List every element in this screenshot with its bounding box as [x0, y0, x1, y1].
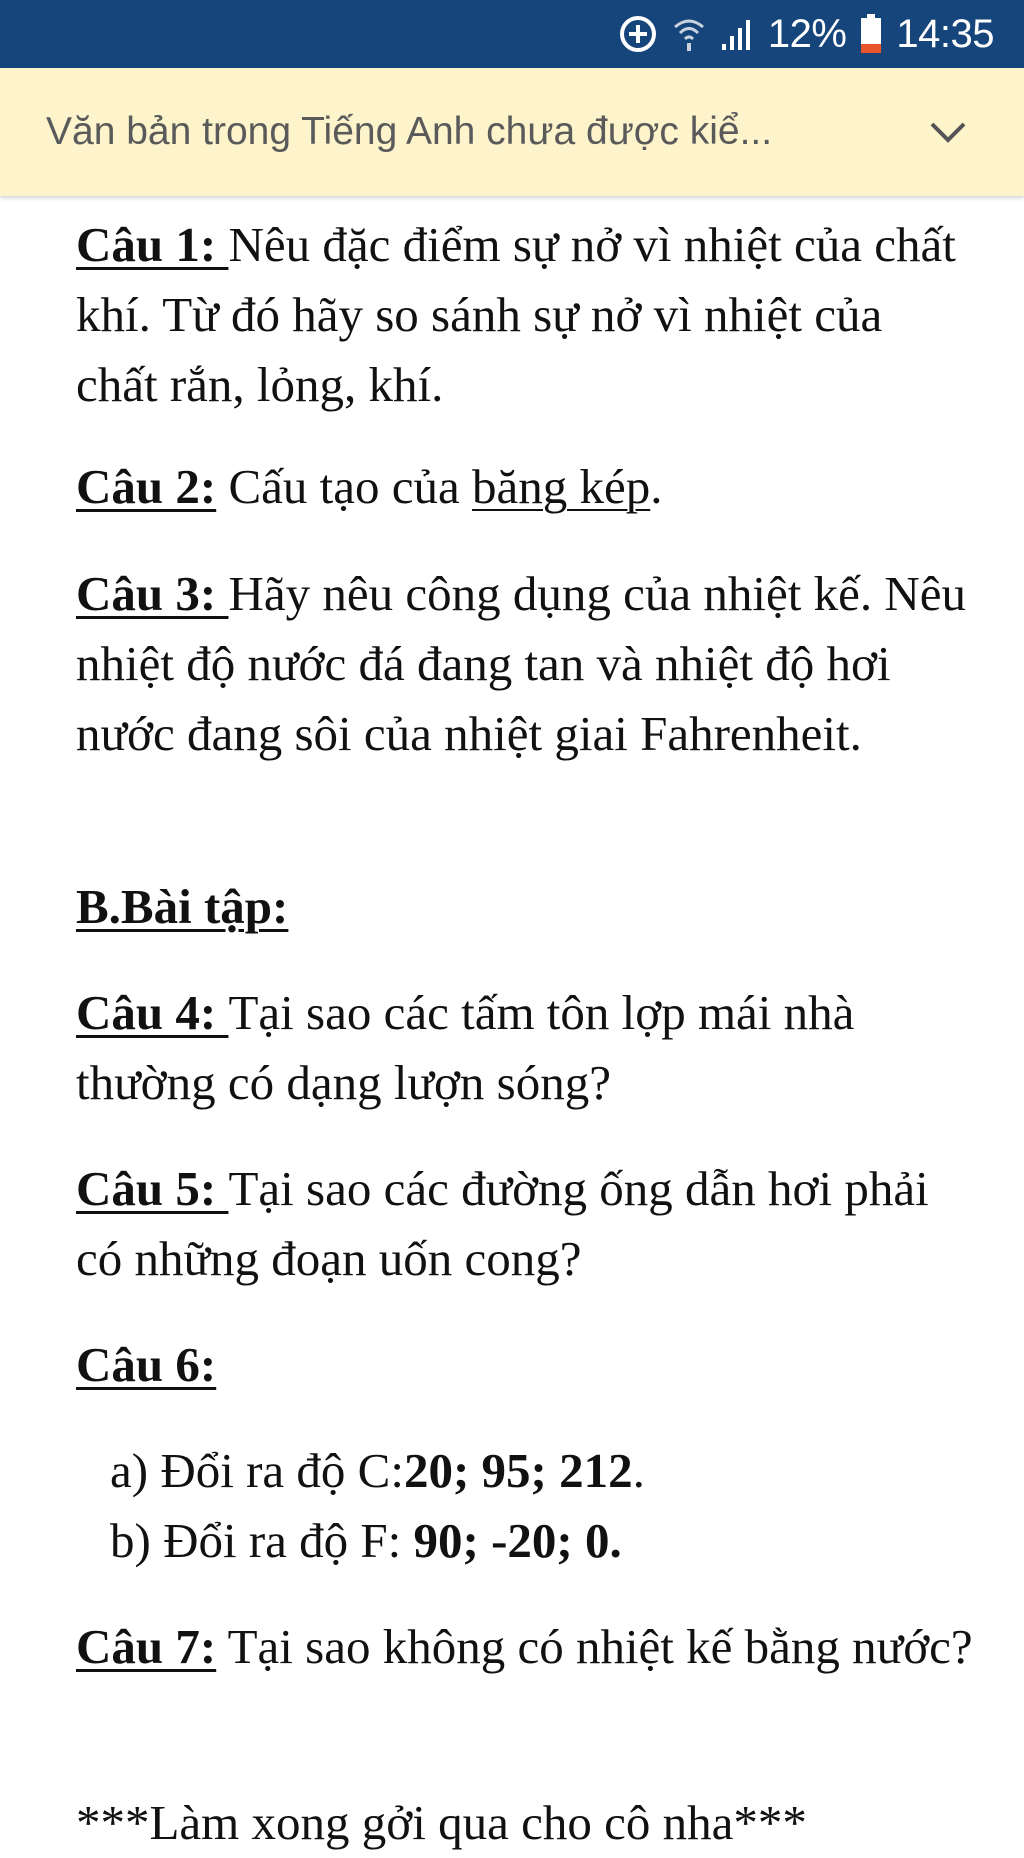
- signal-icon: [720, 16, 754, 52]
- question-6a-suffix: .: [632, 1443, 645, 1498]
- data-saver-icon: [618, 14, 658, 54]
- status-bar: [0, 0, 1024, 68]
- question-5: [76, 1154, 976, 1294]
- question-5-text: Tại sao các đường ống dẫn hơi phải có những đoạn uốn cong?: [76, 1161, 929, 1286]
- question-6: [76, 1330, 976, 1400]
- clock: 14:35: [896, 11, 994, 56]
- question-3-text: Hãy nêu công dụng của nhiệt kế. Nêu nhiệt độ nước đá đang tan và nhiệt độ hơi nước đang sôi của nhiệt giai Fahrenheit.: [76, 566, 966, 761]
- question-6a-values: 20; 95; 212: [403, 1443, 633, 1498]
- question-6b-values: 90; -20; 0.: [413, 1513, 622, 1568]
- status-icons: [618, 0, 994, 68]
- question-2-term: băng kép: [472, 459, 651, 514]
- question-5-label: Câu 5:: [76, 1161, 229, 1216]
- question-1-label: Câu 1:: [76, 217, 229, 272]
- footer-note: [76, 1788, 976, 1858]
- question-2: [76, 452, 976, 522]
- question-6-label: Câu 6:: [76, 1337, 217, 1392]
- footer-note-text: ***Làm xong gởi qua cho cô nha***: [76, 1795, 807, 1850]
- chevron-down-icon[interactable]: [926, 112, 970, 152]
- question-1: [76, 210, 976, 420]
- question-3-label: Câu 3:: [76, 566, 229, 621]
- question-7-label: Câu 7:: [76, 1619, 217, 1674]
- question-2-label: Câu 2:: [76, 459, 217, 514]
- battery-percent: 12%: [767, 11, 847, 56]
- wifi-icon: [672, 15, 706, 53]
- question-7: [76, 1612, 976, 1682]
- question-6b-prefix: b) Đổi ra độ F:: [110, 1513, 414, 1568]
- question-3: [76, 559, 976, 769]
- question-2-end: .: [650, 459, 663, 514]
- battery-icon: [860, 14, 882, 54]
- question-4-text: Tại sao các tấm tôn lợp mái nhà thường có dạng lượn sóng?: [76, 985, 855, 1110]
- question-1-text: Nêu đặc điểm sự nở vì nhiệt của chất khí. Từ đó hãy so sánh sự nở vì nhiệt của chất rắn, lỏng, khí.: [76, 217, 956, 412]
- question-6a-prefix: a) Đổi ra độ C:: [110, 1443, 404, 1498]
- translation-notice-text: Văn bản trong Tiếng Anh chưa được kiể...: [46, 110, 773, 153]
- section-b-heading: [76, 872, 976, 942]
- question-2-text: Cấu tạo của: [216, 459, 473, 514]
- question-6b: [110, 1506, 970, 1576]
- question-7-text: Tại sao không có nhiệt kế bằng nước?: [216, 1619, 973, 1674]
- translation-notice-bar[interactable]: [0, 68, 1024, 196]
- section-b-label: B.Bài tập:: [76, 879, 289, 934]
- question-4-label: Câu 4:: [76, 985, 229, 1040]
- question-4: [76, 978, 976, 1118]
- document-body: [0, 196, 1024, 1850]
- question-6a: [110, 1436, 970, 1506]
